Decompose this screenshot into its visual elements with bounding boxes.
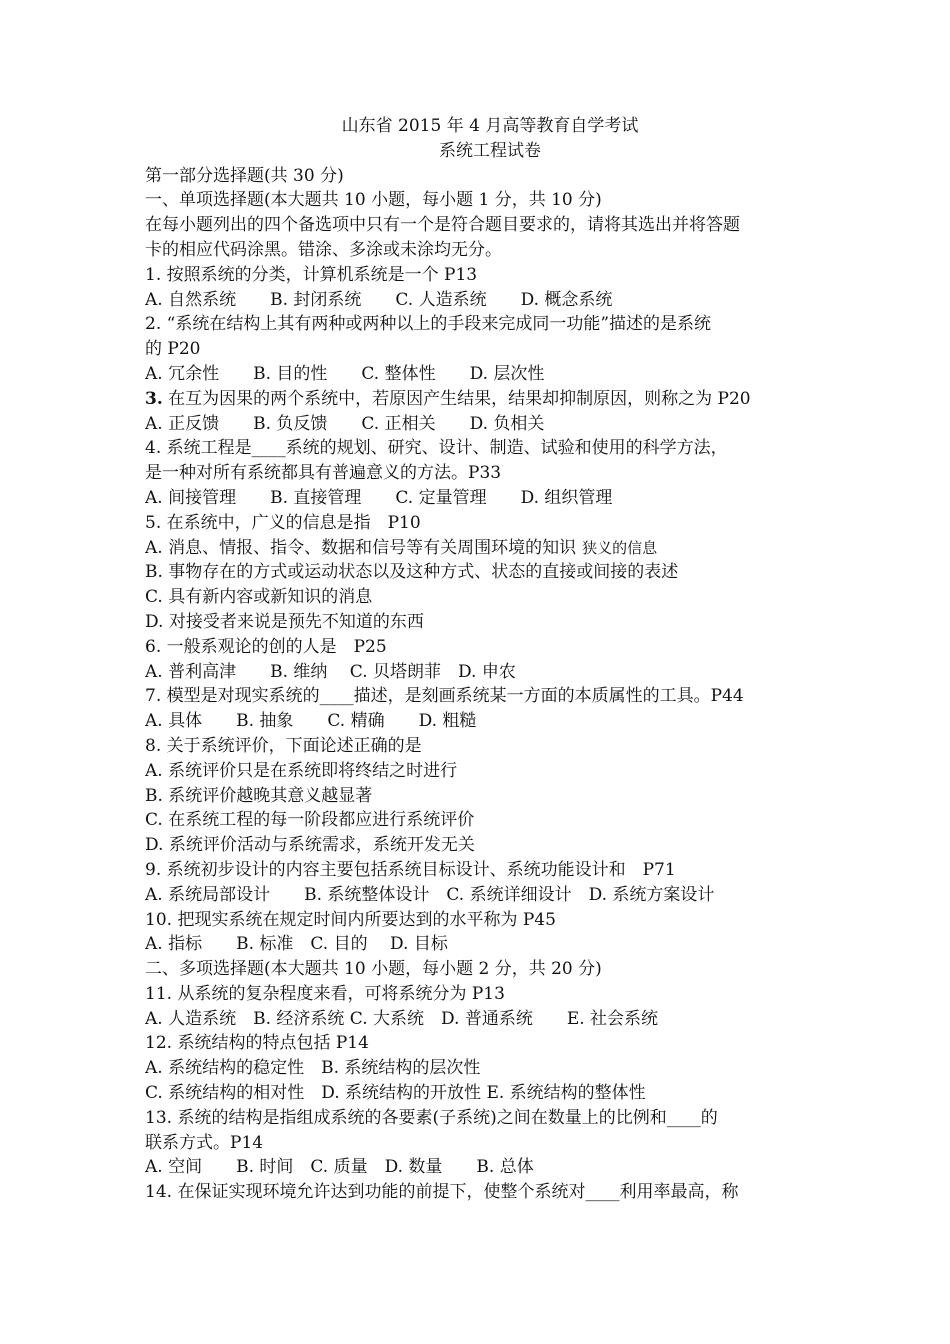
q12-options-line2: C. 系统结构的相对性 D. 系统结构的开放性 E. 系统结构的整体性 <box>145 1083 646 1104</box>
q3-stem-text: 在互为因果的两个系统中，若原因产生结果，结果却抑制原因，则称之为 P20 <box>162 388 751 409</box>
q8-option-d: D. 系统评价活动与系统需求，系统开发无关 <box>145 835 475 856</box>
q5-option-b: B. 事物存在的方式或运动状态以及这种方式、状态的直接或间接的表述 <box>145 562 679 583</box>
q3-stem <box>145 387 815 412</box>
q5-stem: 5. 在系统中，广义的信息是指 P10 <box>145 512 421 533</box>
q7-stem: 7. 模型是对现实系统的____描述，是刻画系统某一方面的本质属性的工具。P44 <box>145 686 744 707</box>
q1-stem: 1. 按照系统的分类，计算机系统是一个 P13 <box>145 264 478 285</box>
section2-heading: 二、多项选择题(本大题共 10 小题，每小题 2 分，共 20 分) <box>145 959 602 980</box>
q5-option-c: C. 具有新内容或新知识的消息 <box>145 587 373 608</box>
q3-number: 3. <box>145 388 163 409</box>
q13-stem-line2: 联系方式。P14 <box>145 1132 264 1153</box>
q10-options: A. 指标 B. 标准 C. 目的 D. 目标 <box>145 934 448 955</box>
q11-options: A. 人造系统 B. 经济系统 C. 大系统 D. 普通系统 E. 社会系统 <box>145 1008 659 1029</box>
q8-stem: 8. 关于系统评价，下面论述正确的是 <box>145 735 422 756</box>
q2-stem-line1: 2. “系统在结构上其有两种或两种以上的手段来完成同一功能”描述的是系统 <box>145 314 712 335</box>
q4-stem-line2: 是一种对所有系统都具有普遍意义的方法。P33 <box>145 463 502 484</box>
q14-stem-line1: 14. 在保证实现环境允许达到功能的前提下，使整个系统对____利用率最高，称 <box>145 1182 739 1203</box>
q9-stem: 9. 系统初步设计的内容主要包括系统目标设计、系统功能设计和 P71 <box>145 859 676 880</box>
q9-options: A. 系统局部设计 B. 系统整体设计 C. 系统详细设计 D. 系统方案设计 <box>145 884 715 905</box>
section1-instructions-line2: 卡的相应代码涂黑。错涂、多涂或未涂均无分。 <box>145 239 502 260</box>
q5-option-a-text: A. 消息、情报、指令、数据和信号等有关周围环境的知识 <box>145 537 577 558</box>
q12-options-line1: A. 系统结构的稳定性 B. 系统结构的层次性 <box>145 1058 481 1079</box>
q5-option-a <box>145 536 815 561</box>
exam-content <box>145 114 815 1205</box>
q10-stem: 10. 把现实系统在规定时间内所要达到的水平称为 P45 <box>145 909 556 930</box>
q3-options: A. 正反馈 B. 负反馈 C. 正相关 D. 负相关 <box>145 413 545 434</box>
q8-option-a: A. 系统评价只是在系统即将终结之时进行 <box>145 760 458 781</box>
q4-stem-line1: 4. 系统工程是____系统的规划、研究、设计、制造、试验和使用的科学方法， <box>145 438 728 459</box>
q8-option-c: C. 在系统工程的每一阶段都应进行系统评价 <box>145 810 475 831</box>
section1-heading: 一、单项选择题(本大题共 10 小题，每小题 1 分，共 10 分) <box>145 190 602 211</box>
part-heading: 第一部分选择题(共 30 分) <box>145 165 344 186</box>
q2-stem-line2: 的 P20 <box>145 339 201 360</box>
q4-options: A. 间接管理 B. 直接管理 C. 定量管理 D. 组织管理 <box>145 487 613 508</box>
exam-subtitle: 系统工程试卷 <box>439 140 541 161</box>
section1-instructions-line1: 在每小题列出的四个备选项中只有一个是符合题目要求的，请将其选出并将答题 <box>145 215 740 236</box>
q13-stem-line1: 13. 系统的结构是指组成系统的各要素(子系统)之间在数量上的比例和____的 <box>145 1107 718 1128</box>
q2-options: A. 冗余性 B. 目的性 C. 整体性 D. 层次性 <box>145 363 545 384</box>
q5-option-a-note: 狭义的信息 <box>582 538 658 557</box>
q5-option-d: D. 对接受者来说是预先不知道的东西 <box>145 611 424 632</box>
q6-stem: 6. 一般系观论的创的人是 P25 <box>145 636 387 657</box>
q12-stem: 12. 系统结构的特点包括 P14 <box>145 1033 369 1054</box>
q8-option-b: B. 系统评价越晚其意义越显著 <box>145 785 373 806</box>
q13-options: A. 空间 B. 时间 C. 质量 D. 数量 B. 总体 <box>145 1157 534 1178</box>
q7-options: A. 具体 B. 抽象 C. 精确 D. 粗糙 <box>145 711 477 732</box>
q11-stem: 11. 从系统的复杂程度来看，可将系统分为 P13 <box>145 983 505 1004</box>
q6-options: A. 普利高津 B. 维纳 C. 贝塔朗菲 D. 申农 <box>145 661 516 682</box>
q1-options: A. 自然系统 B. 封闭系统 C. 人造系统 D. 概念系统 <box>145 289 613 310</box>
exam-title: 山东省 2015 年 4 月高等教育自学考试 <box>341 116 639 136</box>
